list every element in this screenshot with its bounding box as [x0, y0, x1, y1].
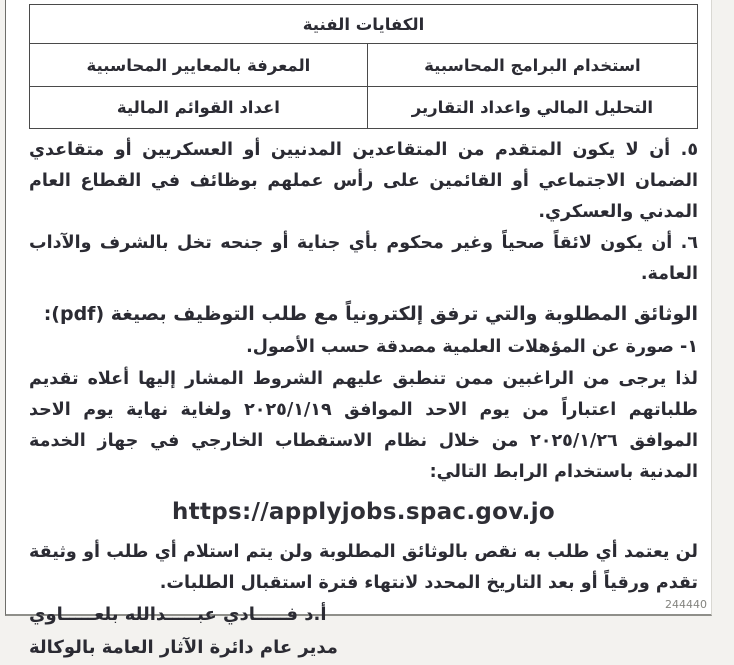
condition-item-6: ٦. أن يكون لائقاً صحياً وغير محكوم بأي جناية أو جنحه تخل بالشرف والآداب العامة. — [29, 233, 698, 284]
signature-block — [29, 599, 698, 665]
conditions-list — [29, 135, 698, 290]
signatory-title: مدير عام دائرة الآثار العامة بالوكالة — [29, 637, 338, 658]
required-documents-heading: الوثائق المطلوبة والتي ترفق إلكترونياً مع طلب التوظيف بصيغة (pdf): — [43, 303, 698, 325]
application-instructions-paragraph: لذا يرجى من الراغبين ممن تنطبق عليهم الشروط المشار إليها أعلاه تقديم طلباتهم اعتباراً من يوم الاحد الموافق ٢٠٢٥/١/١٩ ولغاية نهاية يوم الاحد الموافق ٢٠٢٥/١/٢٦ من خلال نظام الاستقطاب الخارجي في جهاز الخدمة المدنية باستخدام الرابط التالي: — [29, 369, 698, 482]
cell-financial-statements: اعداد القوائم المالية — [30, 86, 367, 128]
technical-competencies-table — [29, 4, 698, 129]
table-header-technical-competencies: الكفايات الفنية — [30, 5, 697, 44]
cell-financial-analysis: التحليل المالي واعداد التقارير — [367, 86, 697, 128]
condition-item-5: ٥. أن لا يكون المتقدم من المتقاعدين المدنيين أو العسكريين أو متقاعدي الضمان الاجتماعي أو القائمين على رأس عملهم بوظائف في القطاع العام المدني والعسكري. — [29, 140, 698, 222]
application-url-link[interactable]: https://applyjobs.spac.gov.jo — [172, 499, 555, 525]
signatory-name: أ.د فـــــادي عبـــــدالله بلعـــــاوي — [29, 604, 327, 625]
cell-accounting-software: استخدام البرامج المحاسبية — [367, 44, 697, 86]
announcement-page — [5, 0, 712, 658]
disclaimer-paragraph: لن يعتمد أي طلب به نقص بالوثائق المطلوبة ولن يتم استلام أي طلب أو وثيقة تقدم ورقياً أو بعد التاريخ المحدد لانتهاء فترة استقبال الطلبات. — [29, 542, 698, 593]
table-row — [30, 44, 697, 86]
document-number: 244440 — [665, 598, 707, 611]
cell-accounting-standards: المعرفة بالمعايير المحاسبية — [86, 55, 311, 75]
table-row — [30, 86, 697, 128]
required-documents-item-1: ١- صورة عن المؤهلات العلمية مصدقة حسب الأصول. — [246, 337, 698, 357]
